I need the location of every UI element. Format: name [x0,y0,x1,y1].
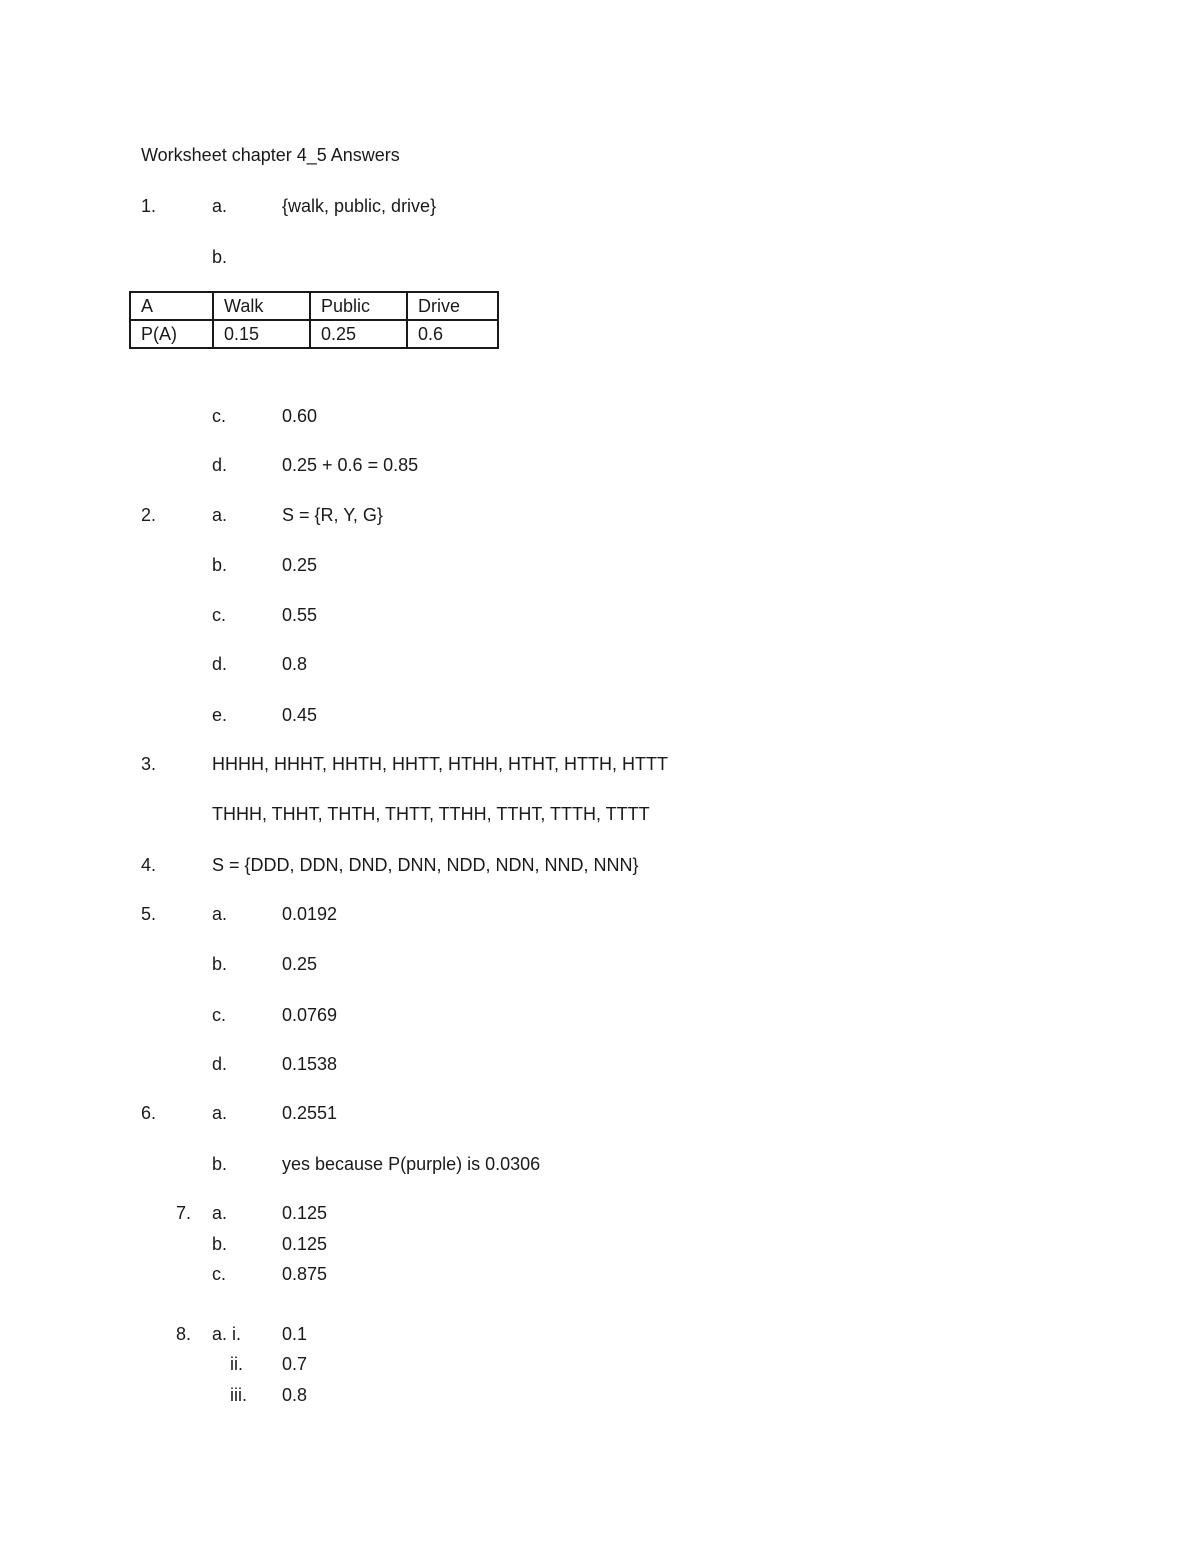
q2-e-answer: 0.45 [282,705,318,725]
q2-c-label: c. [212,605,227,625]
q3-outcomes-line-1: HHHH, HHHT, HHTH, HHTT, HTHH, HTHT, HTTH, HTTT [212,754,668,774]
q2-b-answer: 0.25 [282,555,318,575]
q7-b-answer: 0.125 [282,1234,328,1254]
q2-b-label: b. [212,555,228,575]
table-cell: Public [310,292,407,320]
probability-table [129,291,499,349]
q2-d-answer: 0.8 [282,654,308,674]
q7-c-answer: 0.875 [282,1264,328,1284]
table-cell: A [130,292,213,320]
q8-a-iii-label: iii. [230,1385,247,1405]
q1-b-label: b. [212,247,228,267]
table-row [130,320,498,348]
q7-c-label: c. [212,1264,227,1284]
q6-a-answer: 0.2551 [282,1103,338,1123]
q4-answer: S = {DDD, DDN, DND, DNN, NDD, NDN, NND, NNN} [212,855,639,875]
page-title: Worksheet chapter 4_5 Answers [141,145,400,165]
q5-d-label: d. [212,1054,228,1074]
question-number-4: 4. [141,855,157,875]
q5-b-label: b. [212,954,228,974]
question-number-8: 8. [176,1324,192,1344]
q1-a-answer: {walk, public, drive} [282,196,437,216]
question-number-2: 2. [141,505,157,525]
q5-a-answer: 0.0192 [282,904,338,924]
q8-a-i-answer: 0.1 [282,1324,308,1344]
question-number-3: 3. [141,754,157,774]
q5-d-answer: 0.1538 [282,1054,338,1074]
table-cell: Walk [213,292,310,320]
q2-e-label: e. [212,705,228,725]
q8-a-iii-answer: 0.8 [282,1385,308,1405]
question-number-5: 5. [141,904,157,924]
q1-c-label: c. [212,406,227,426]
q1-d-label: d. [212,455,228,475]
q2-c-answer: 0.55 [282,605,318,625]
table-cell: Drive [407,292,498,320]
q6-b-answer: yes because P(purple) is 0.0306 [282,1154,541,1174]
table-cell: 0.6 [407,320,498,348]
q8-a-ii-label: ii. [230,1354,243,1374]
question-number-7: 7. [176,1203,192,1223]
q3-outcomes-line-2: THHH, THHT, THTH, THTT, TTHH, TTHT, TTTH, TTTT [212,804,650,824]
table-cell: 0.25 [310,320,407,348]
table-header-row [130,292,498,320]
table-cell: P(A) [130,320,213,348]
q6-a-label: a. [212,1103,228,1123]
q5-a-label: a. [212,904,228,924]
q1-c-answer: 0.60 [282,406,318,426]
q2-a-answer: S = {R, Y, G} [282,505,383,525]
q5-b-answer: 0.25 [282,954,318,974]
q7-a-answer: 0.125 [282,1203,328,1223]
question-number-1: 1. [141,196,157,216]
q5-c-label: c. [212,1005,227,1025]
q6-b-label: b. [212,1154,228,1174]
q2-d-label: d. [212,654,228,674]
q1-d-answer: 0.25 + 0.6 = 0.85 [282,455,419,475]
table-cell: 0.15 [213,320,310,348]
q5-c-answer: 0.0769 [282,1005,338,1025]
q8-a-ii-answer: 0.7 [282,1354,308,1374]
q7-a-label: a. [212,1203,228,1223]
q8-a-i-label: a. i. [212,1324,242,1344]
question-number-6: 6. [141,1103,157,1123]
q7-b-label: b. [212,1234,228,1254]
q1-a-label: a. [212,196,228,216]
q2-a-label: a. [212,505,228,525]
